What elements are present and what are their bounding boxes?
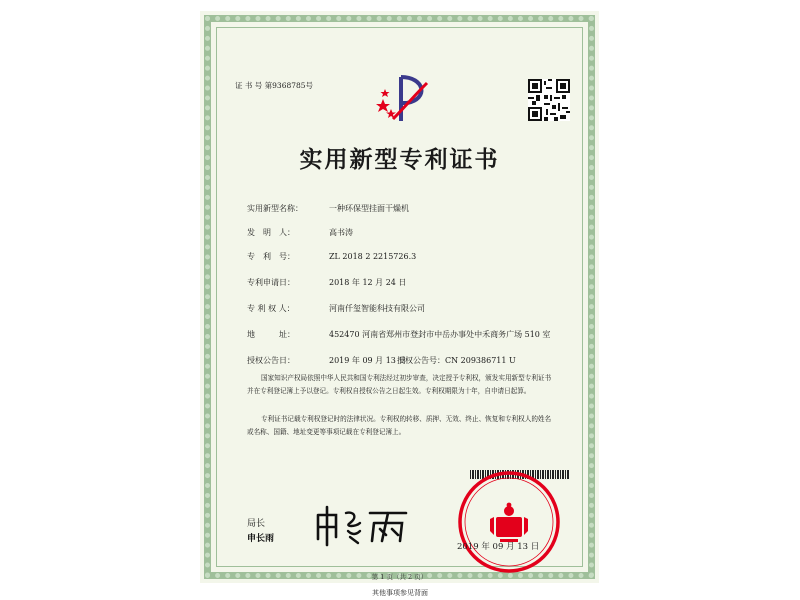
certificate-number: 证 书 号 第9368785号 bbox=[235, 81, 314, 90]
field-label: 专 利 号： bbox=[247, 252, 295, 261]
field-value: 一种环保型挂面干燥机 bbox=[329, 204, 409, 213]
certificate-paragraph-2: 专利证书记载专利权登记时的法律状况。专利权的转移、质押、无效、终止、恢复和专利权人的姓名或名称、国籍、地址变更等事项记载在专利登记簿上。 bbox=[247, 415, 552, 436]
field-value: CN 209386711 U bbox=[445, 356, 516, 365]
field-utility-model-name bbox=[247, 203, 409, 214]
director-title: 局长 bbox=[247, 519, 266, 529]
field-address-label bbox=[247, 329, 329, 340]
field-label: 授权公告日： bbox=[247, 356, 295, 365]
field-label: 专利申请日： bbox=[247, 278, 295, 287]
field-label: 授权公告号： bbox=[397, 356, 445, 365]
field-value: 2019 年 09 月 13 日 bbox=[329, 356, 407, 365]
director-signature bbox=[310, 501, 410, 549]
field-label: 专 利 权 人： bbox=[247, 304, 295, 313]
certificate-title: 实用新型专利证书 bbox=[299, 146, 500, 173]
qr-code-icon bbox=[528, 79, 570, 121]
field-value: 2018 年 12 月 24 日 bbox=[329, 278, 407, 287]
field-application-date bbox=[247, 277, 406, 288]
field-label: 发 明 人： bbox=[247, 228, 295, 237]
certificate-document bbox=[200, 11, 599, 583]
certificate-paragraph-1: 国家知识产权局依照中华人民共和国专利法经过初步审查，决定授予专利权，颁发实用新型专利证书并在专利登记簿上予以登记。专利权自授权公告之日起生效。专利权期限为十年，自申请日起算。 bbox=[247, 374, 552, 395]
seal-date: 2019 年 09 月 13 日 bbox=[457, 542, 540, 552]
field-value: ZL 2018 2 2215726.3 bbox=[329, 252, 417, 261]
director-name: 申长雨 bbox=[247, 534, 275, 544]
patent-office-emblem-icon bbox=[373, 73, 433, 125]
field-address-value: 452470 河南省郑州市登封市中岳办事处中禾商务广场 510 室 bbox=[329, 330, 551, 339]
field-value: 河南仟玺智能科技有限公司 bbox=[329, 304, 425, 313]
field-value: 高书涛 bbox=[329, 228, 353, 237]
page-number: 第 1 页（共 2 页） bbox=[371, 573, 428, 581]
field-label: 实用新型名称： bbox=[247, 204, 303, 213]
official-seal bbox=[456, 469, 562, 575]
footnote: 其他事项参见背面 bbox=[372, 589, 428, 597]
field-patentee bbox=[247, 303, 425, 314]
field-patent-number bbox=[247, 251, 416, 262]
field-grant-date bbox=[247, 355, 406, 366]
field-inventor bbox=[247, 227, 353, 238]
field-label: 地 址： bbox=[247, 330, 295, 339]
field-grant-number bbox=[397, 355, 516, 366]
